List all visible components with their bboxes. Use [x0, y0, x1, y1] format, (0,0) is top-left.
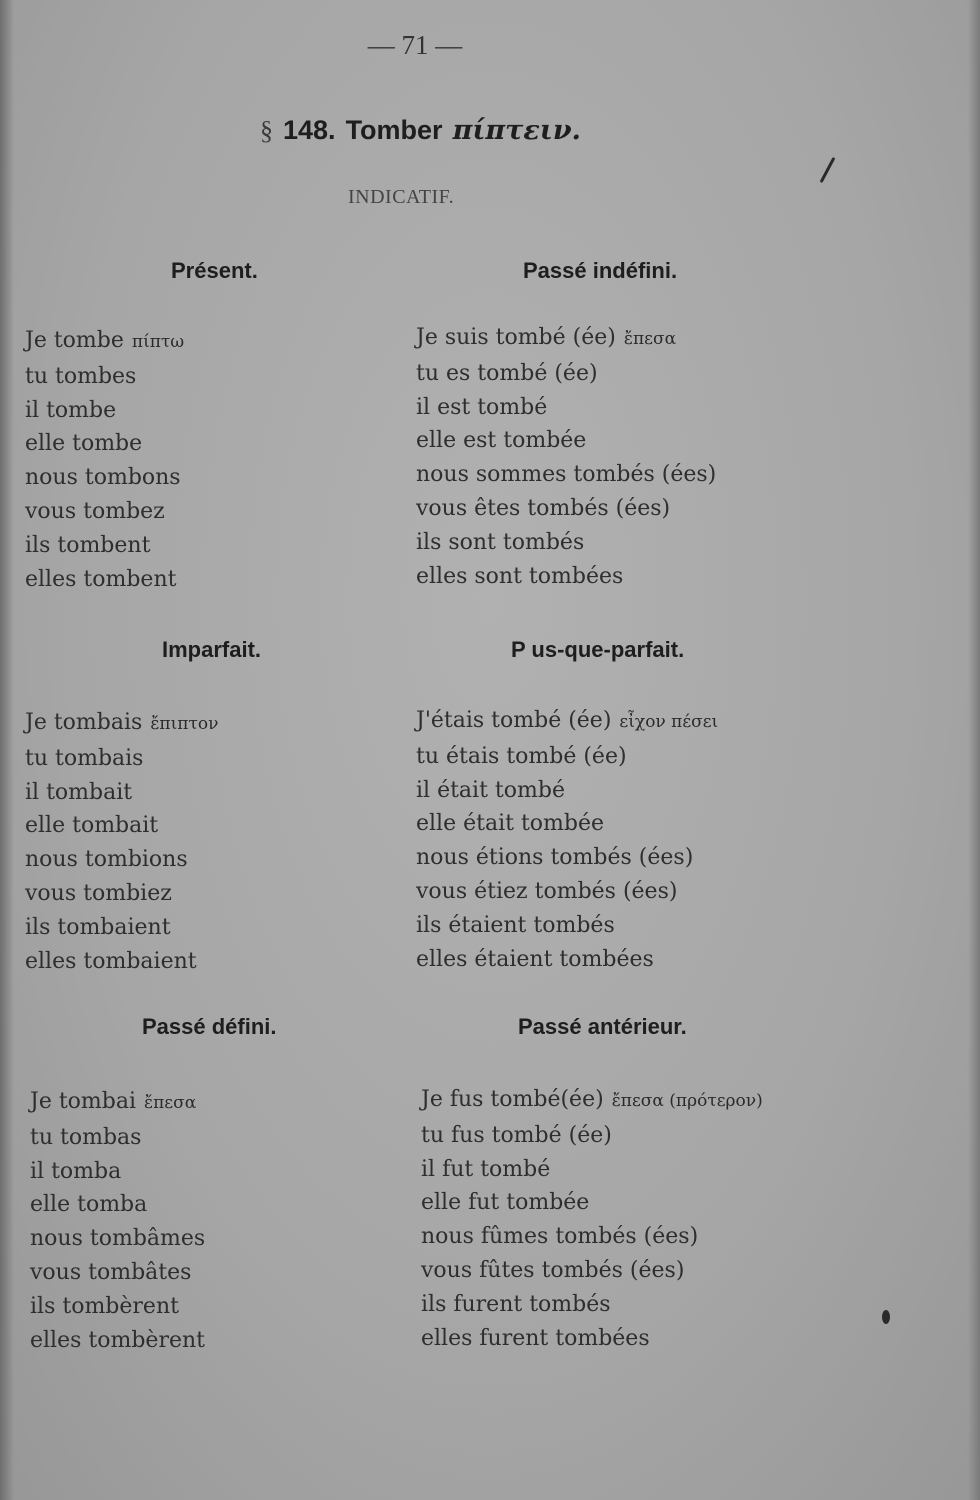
tense-heading-passe-indefini: Passé indéfini.	[523, 258, 678, 283]
french-form: elles étaient tombées	[416, 946, 654, 972]
conjugation-line	[421, 1322, 763, 1356]
french-form: vous tombiez	[25, 880, 172, 906]
conjugation-list-passe-anterieur	[421, 1083, 763, 1355]
conjugation-line	[25, 742, 218, 776]
french-form: il était tombé	[416, 777, 565, 803]
page-number: — 71 —	[367, 30, 463, 60]
section-number: 148.	[283, 115, 336, 145]
conjugation-line	[25, 529, 184, 563]
french-form: tu tombes	[25, 363, 137, 389]
conjugation-line	[416, 875, 718, 909]
ink-speck	[882, 1310, 890, 1324]
conjugation-line	[416, 391, 716, 425]
french-form: elles tombaient	[25, 948, 197, 974]
conjugation-line	[25, 945, 218, 979]
french-form: ils furent tombés	[421, 1291, 611, 1317]
french-form: nous sommes tombés (ées)	[416, 462, 717, 488]
conjugation-line	[25, 911, 218, 945]
french-form: J'étais tombé (ée)	[416, 708, 612, 733]
pencil-mark	[820, 157, 836, 183]
section-sign: §	[260, 116, 273, 145]
conjugation-line	[30, 1222, 205, 1256]
conjugation-line	[30, 1290, 205, 1324]
conjugation-line	[416, 909, 718, 943]
conjugation-line	[416, 704, 718, 740]
french-form: il tombait	[25, 779, 133, 805]
conjugation-line	[25, 563, 184, 597]
conjugation-line	[30, 1256, 205, 1290]
french-form: elle fut tombée	[421, 1190, 590, 1216]
conjugation-line	[421, 1254, 763, 1288]
conjugation-line	[25, 877, 218, 911]
french-form: nous tombions	[25, 847, 188, 873]
french-form: il tombe	[25, 397, 117, 423]
conjugation-line	[30, 1188, 205, 1222]
french-form: elle est tombée	[416, 428, 587, 454]
greek-form: ἔπεσα	[144, 1093, 197, 1113]
conjugation-line	[30, 1155, 205, 1189]
french-form: nous fûmes tombés (ées)	[421, 1224, 699, 1250]
french-form: elle tombe	[25, 431, 143, 457]
page-edge-shadow-right	[968, 0, 980, 1500]
french-form: il fut tombé	[421, 1156, 551, 1182]
conjugation-line	[25, 809, 218, 843]
conjugation-list-passe-defini	[30, 1085, 205, 1357]
conjugation-line	[416, 560, 716, 594]
greek-form: ἔπεσα	[623, 329, 677, 349]
page-edge-shadow-left	[0, 0, 14, 1500]
conjugation-line	[30, 1085, 205, 1121]
french-form: vous êtes tombés (ées)	[416, 495, 671, 521]
french-form: tu tombais	[25, 745, 144, 771]
conjugation-list-present	[25, 324, 184, 596]
french-form: ils tombaient	[25, 914, 171, 940]
tense-heading-passe-defini: Passé défini.	[142, 1014, 277, 1039]
conjugation-line	[416, 321, 716, 357]
french-form: ils tombèrent	[30, 1293, 179, 1319]
conjugation-line	[30, 1121, 205, 1155]
conjugation-line	[416, 774, 718, 808]
conjugation-line	[25, 394, 184, 428]
conjugation-line	[416, 740, 718, 774]
conjugation-list-plus-que-parfait	[416, 704, 718, 976]
conjugation-line	[416, 943, 718, 977]
conjugation-line	[25, 461, 184, 495]
french-form: elles tombent	[25, 566, 177, 592]
verb-french: Tomber	[345, 115, 443, 145]
conjugation-list-imparfait	[25, 706, 218, 978]
conjugation-list-passe-indefini	[416, 321, 716, 593]
conjugation-line	[416, 841, 718, 875]
conjugation-line	[416, 424, 716, 458]
tense-heading-imparfait: Imparfait.	[162, 637, 262, 662]
conjugation-line	[416, 807, 718, 841]
french-form: elles furent tombées	[421, 1325, 650, 1351]
french-form: vous étiez tombés (ées)	[416, 878, 678, 904]
conjugation-line	[25, 324, 184, 360]
conjugation-line	[416, 458, 716, 492]
tense-heading-present: Présent.	[171, 258, 258, 283]
french-form: tu es tombé (ée)	[416, 360, 598, 386]
french-form: il tomba	[30, 1158, 122, 1184]
french-form: elle tombait	[25, 813, 159, 839]
french-form: ils sont tombés	[416, 529, 585, 555]
french-form: vous fûtes tombés (ées)	[421, 1257, 685, 1283]
french-form: il est tombé	[416, 394, 548, 420]
conjugation-line	[416, 526, 716, 560]
french-form: ils étaient tombés	[416, 912, 615, 938]
conjugation-line	[421, 1288, 763, 1322]
french-form: tu tombas	[30, 1124, 142, 1150]
conjugation-line	[421, 1220, 763, 1254]
tense-heading-passe-anterieur: Passé antérieur.	[518, 1014, 687, 1039]
french-form: nous étions tombés (ées)	[416, 845, 694, 871]
conjugation-line	[30, 1324, 205, 1358]
french-form: vous tombez	[25, 498, 165, 524]
french-form: Je fus tombé(ée)	[421, 1087, 604, 1112]
french-form: vous tombâtes	[30, 1259, 192, 1285]
conjugation-line	[25, 427, 184, 461]
greek-form: ἔπεσα (πρότερον)	[611, 1091, 763, 1111]
conjugation-line	[25, 360, 184, 394]
conjugation-line	[25, 776, 218, 810]
french-form: nous tombons	[25, 465, 181, 491]
french-form: Je tombai	[30, 1089, 137, 1114]
conjugation-line	[416, 357, 716, 391]
tense-heading-plus-que-parfait: P us-que-parfait.	[511, 637, 685, 662]
greek-form: πίπτω	[131, 332, 185, 352]
greek-form: ἔπιπτον	[150, 714, 219, 734]
mood-label: INDICATIF.	[348, 186, 455, 208]
conjugation-line	[25, 843, 218, 877]
french-form: ils tombent	[25, 532, 151, 558]
greek-form: εἶχον πέσει	[619, 712, 719, 732]
french-form: tu fus tombé (ée)	[421, 1122, 612, 1148]
french-form: elle était tombée	[416, 811, 605, 837]
french-form: elle tomba	[30, 1192, 148, 1218]
french-form: elles sont tombées	[416, 563, 624, 589]
french-form: nous tombâmes	[30, 1226, 206, 1252]
conjugation-line	[416, 492, 716, 526]
conjugation-line	[421, 1119, 763, 1153]
conjugation-line	[421, 1083, 763, 1119]
french-form: tu étais tombé (ée)	[416, 743, 627, 769]
french-form: Je tombais	[25, 710, 143, 735]
conjugation-line	[25, 706, 218, 742]
conjugation-line	[421, 1186, 763, 1220]
conjugation-line	[421, 1153, 763, 1187]
section-title	[260, 115, 581, 146]
verb-greek: πίπτειν.	[452, 115, 581, 146]
french-form: Je suis tombé (ée)	[416, 325, 616, 350]
french-form: Je tombe	[25, 328, 124, 353]
french-form: elles tombèrent	[30, 1327, 205, 1353]
conjugation-line	[25, 495, 184, 529]
